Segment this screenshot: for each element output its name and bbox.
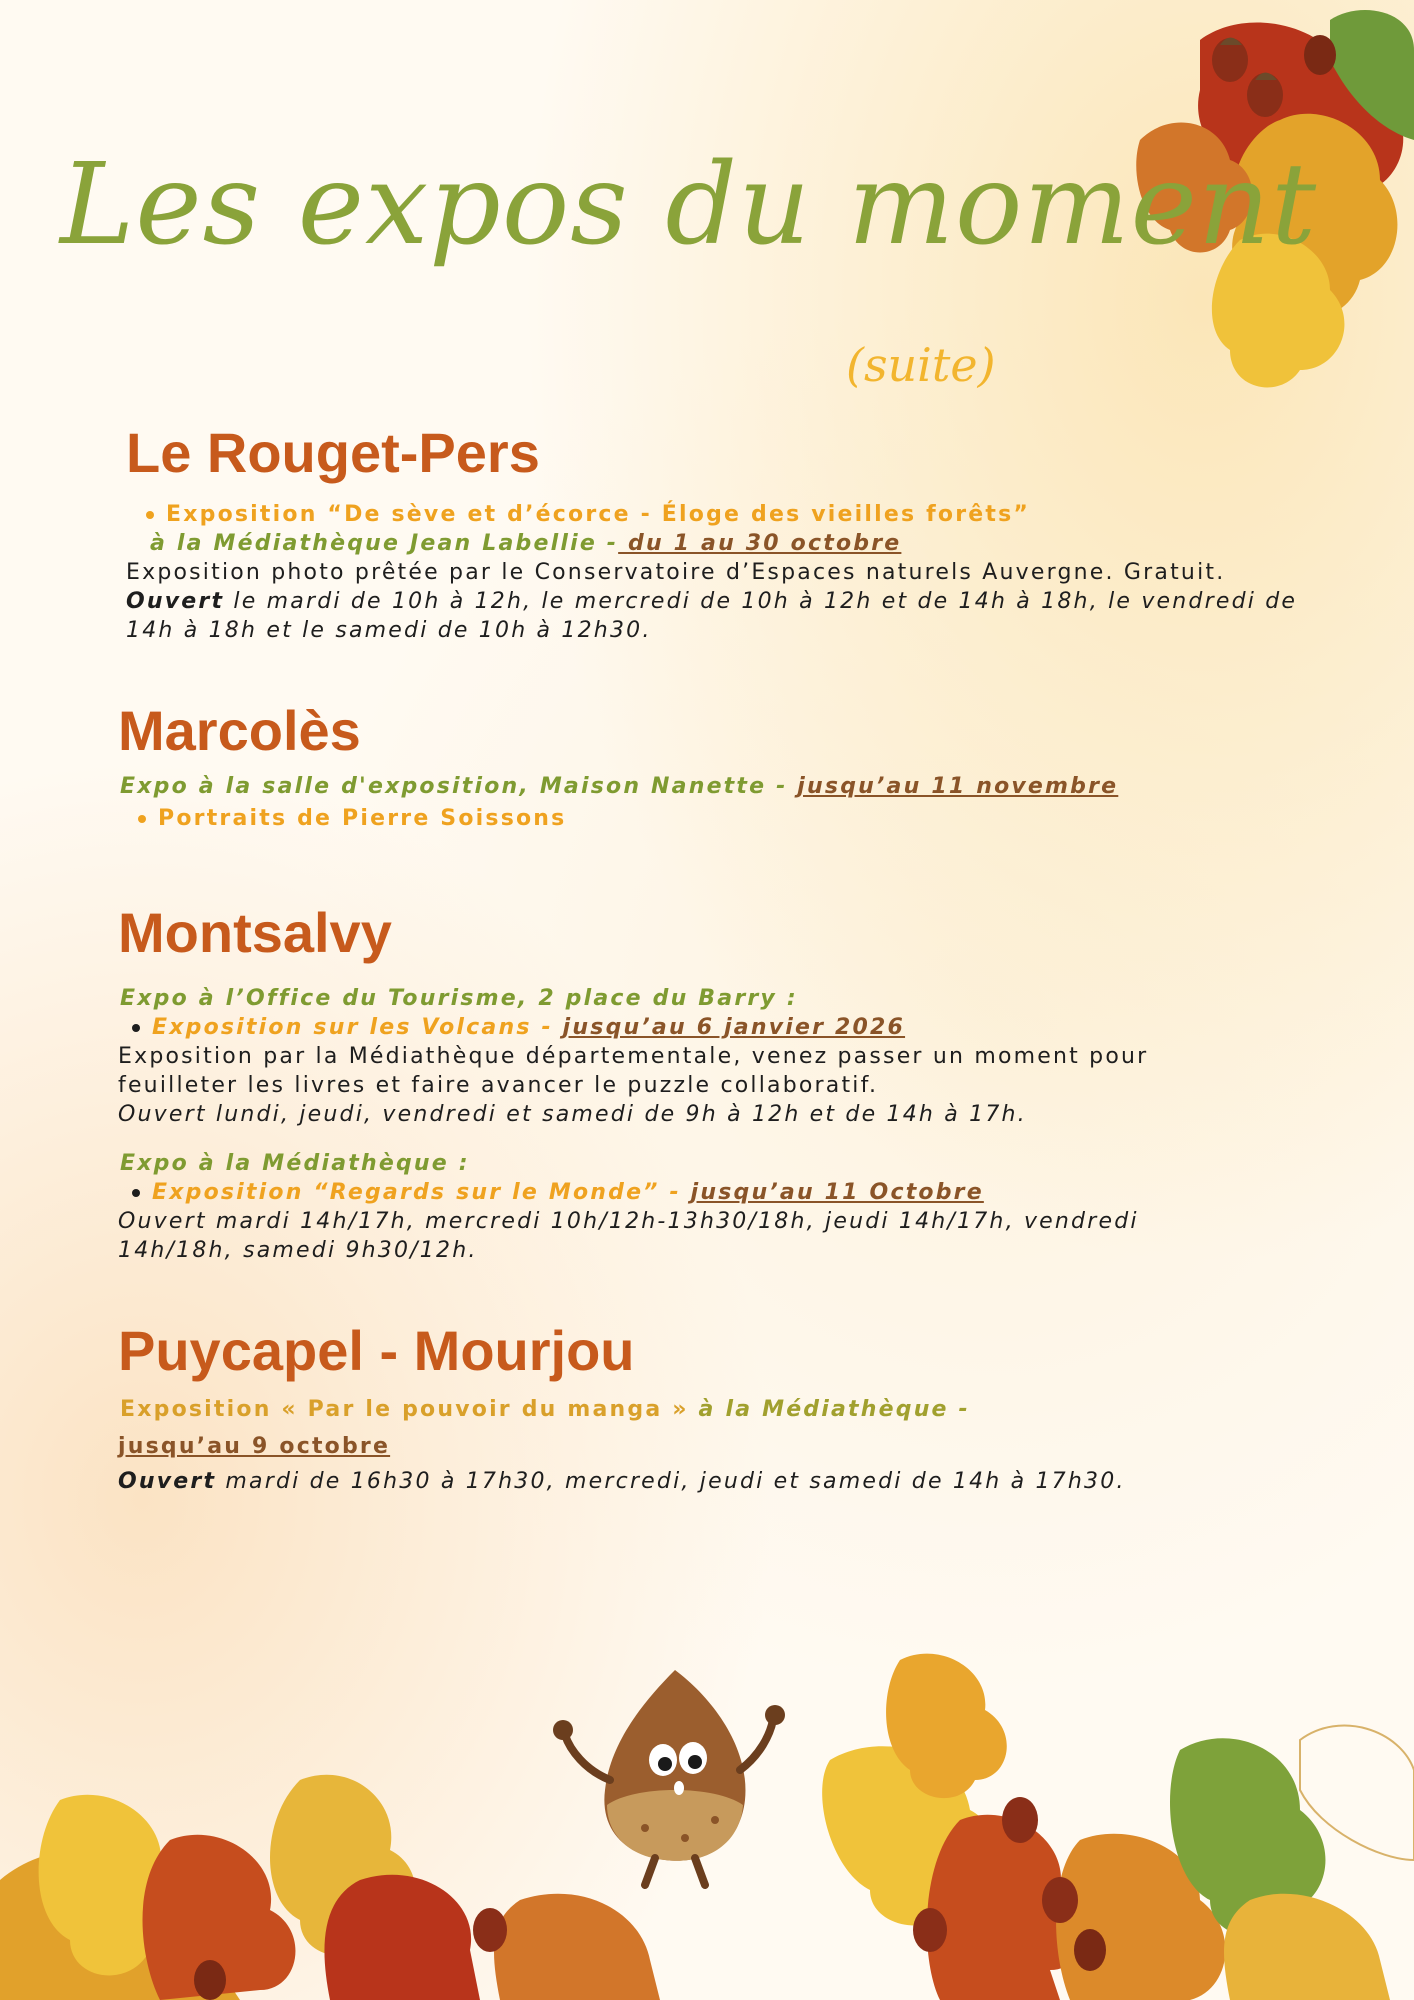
page-subtitle: (suite) — [846, 338, 996, 392]
date-range: jusqu’au 6 janvier 2026 — [562, 1015, 906, 1040]
town-heading-marcoles: Marcolès — [118, 699, 361, 762]
exhibit-title: Exposition « Par le pouvoir du manga » — [120, 1397, 699, 1422]
opening-hours — [118, 1467, 1126, 1496]
opening-hours — [126, 587, 1297, 616]
opening-hours-cont: 14h à 18h et le samedi de 10h à 12h30. — [126, 618, 652, 643]
opening-hours: Ouvert lundi, jeudi, vendredi et samedi de 9h à 12h et de 14h à 17h. — [118, 1102, 1027, 1127]
hours-text: le mardi de 10h à 12h, le mercredi de 10h à 12h et de 14h à 18h, le vendredi de — [224, 589, 1298, 614]
open-label: Ouvert — [118, 1469, 217, 1494]
opening-hours-cont: 14h/18h, samedi 9h30/12h. — [118, 1238, 478, 1263]
venue-text: à la Médiathèque - — [698, 1397, 970, 1422]
exhibit-line — [138, 804, 566, 833]
chestnut-mascot-icon — [545, 1660, 805, 1890]
page-title: Les expos du moment — [60, 140, 1318, 270]
exhibit-title: Exposition “Regards sur le Monde” - — [152, 1180, 691, 1205]
exhibit-line — [120, 1395, 970, 1424]
open-label: Ouvert — [126, 589, 225, 614]
venue-text: Expo à la salle d'exposition, Maison Nanette - — [120, 774, 798, 799]
exhibit-title: Exposition sur les Volcans - — [152, 1015, 563, 1040]
town-heading-puycapel-mourjou: Puycapel - Mourjou — [118, 1319, 635, 1382]
town-heading-le-rouget-pers: Le Rouget-Pers — [126, 421, 540, 484]
venue-line: Expo à l’Office du Tourisme, 2 place du Barry : — [120, 986, 798, 1011]
opening-hours: Ouvert mardi 14h/17h, mercredi 10h/12h-13h30/18h, jeudi 14h/17h, vendredi — [118, 1209, 1139, 1234]
bullet-icon — [138, 815, 146, 823]
venue-line — [120, 772, 1118, 801]
exhibit-line — [132, 1013, 905, 1042]
bullet-icon — [132, 1024, 140, 1032]
date-range: jusqu’au 9 octobre — [118, 1434, 391, 1459]
date-range: du 1 au 30 octobre — [618, 531, 902, 556]
description: Exposition photo prêtée par le Conservatoire d’Espaces naturels Auvergne. Gratuit. — [126, 560, 1226, 585]
description: Exposition par la Médiathèque départementale, venez passer un moment pour — [118, 1044, 1149, 1069]
town-heading-montsalvy: Montsalvy — [118, 901, 392, 964]
bullet-icon — [146, 511, 154, 519]
exhibit-line — [132, 1178, 984, 1207]
venue-line: Expo à la Médiathèque : — [120, 1151, 470, 1176]
date-line — [118, 1432, 390, 1461]
description-cont: feuilleter les livres et faire avancer le puzzle collaboratif. — [118, 1073, 879, 1098]
venue-line — [150, 529, 901, 558]
exhibit-title: Portraits de Pierre Soissons — [158, 806, 567, 831]
exhibit-title: Exposition “De sève et d’écorce - Éloge des vieilles forêts” — [166, 502, 1031, 527]
bullet-icon — [132, 1189, 140, 1197]
date-range: jusqu’au 11 Octobre — [690, 1180, 984, 1205]
venue-text: à la Médiathèque Jean Labellie - — [150, 531, 619, 556]
hours-text: mardi de 16h30 à 17h30, mercredi, jeudi et samedi de 14h à 17h30. — [216, 1469, 1126, 1494]
exhibit-line — [146, 500, 1030, 529]
date-range: jusqu’au 11 novembre — [797, 774, 1119, 799]
